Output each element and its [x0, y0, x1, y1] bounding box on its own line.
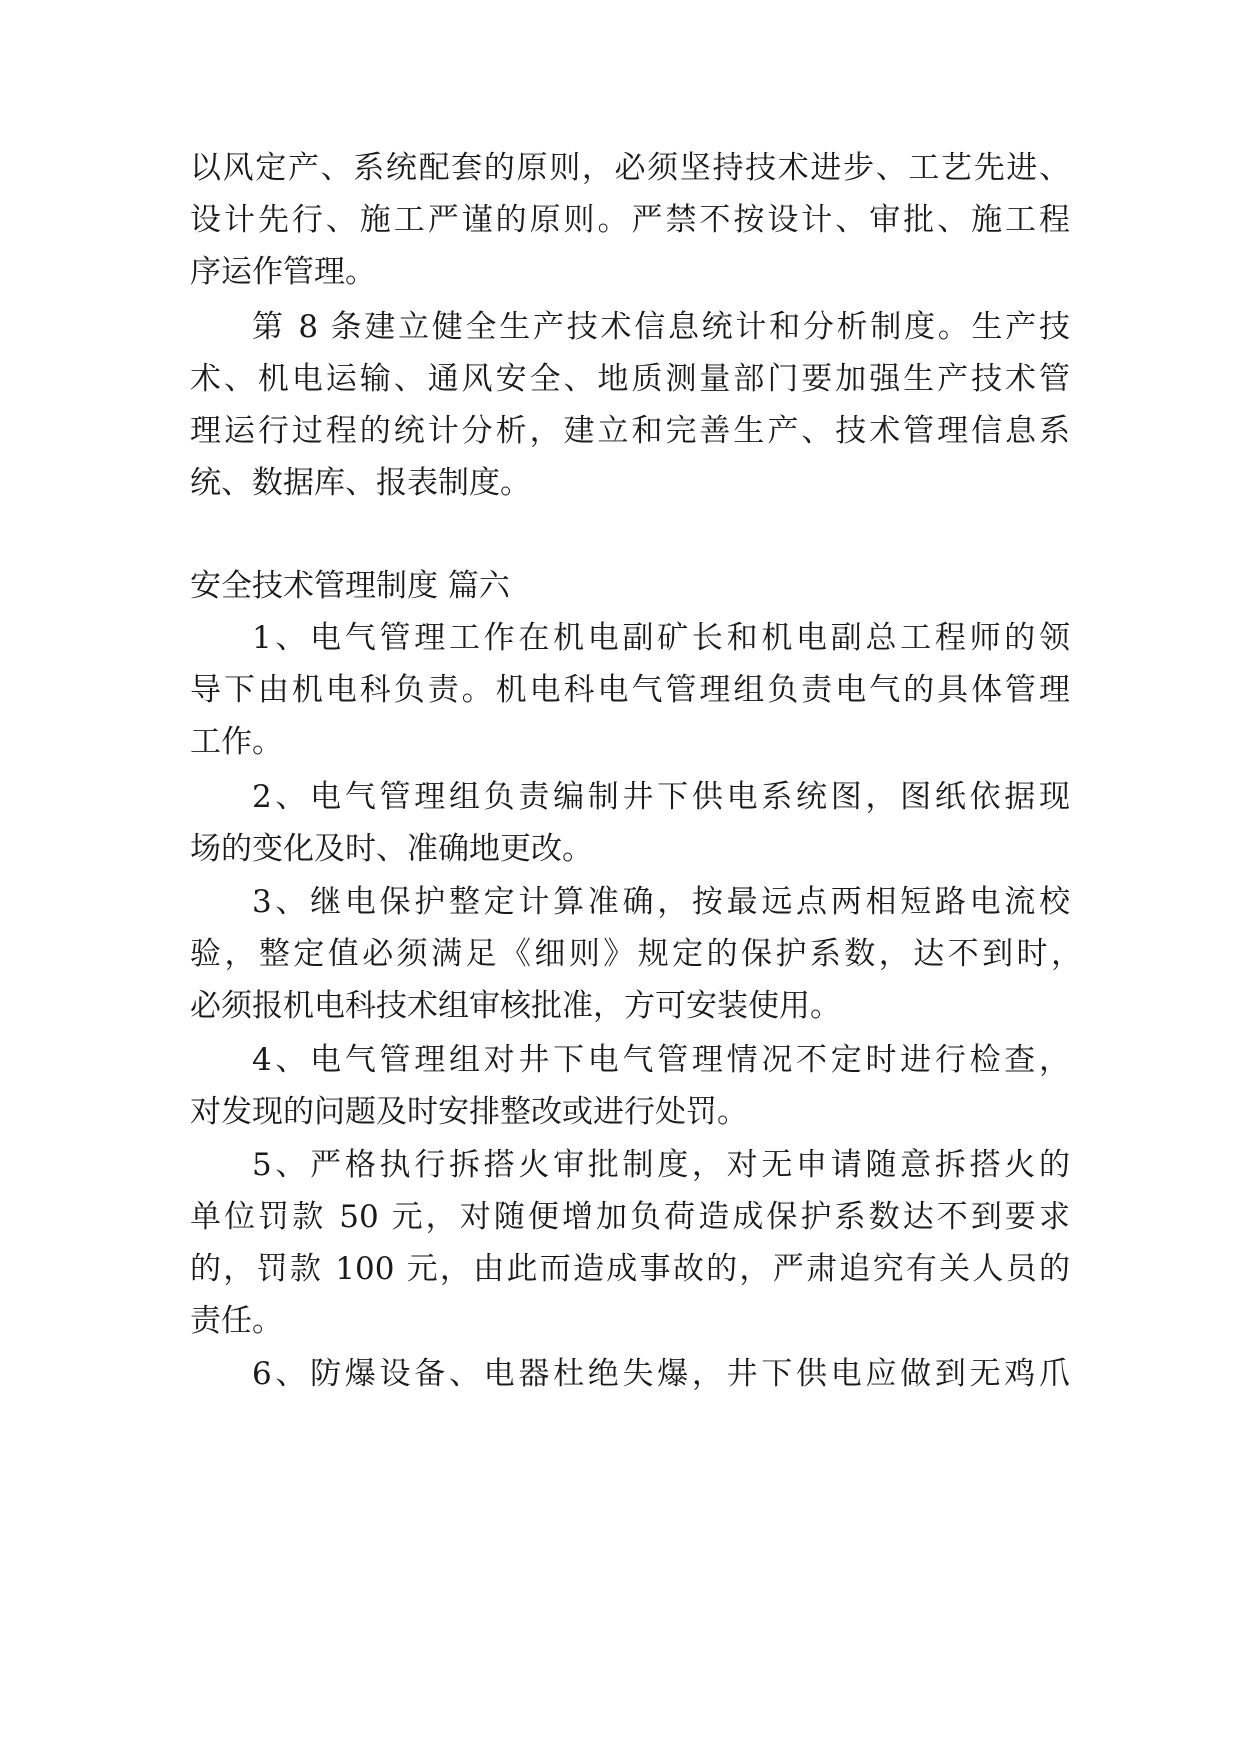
list-item-line: 责任。	[190, 1303, 283, 1339]
paragraph-line: 第 8 条建立健全生产技术信息统计和分析制度。生产技	[252, 309, 1070, 345]
list-item-line: 6、防爆设备、电器杜绝失爆，井下供电应做到无鸡爪	[252, 1356, 1070, 1392]
paragraph-line: 术、机电运输、通风安全、地质测量部门要加强生产技术管	[190, 361, 1070, 397]
list-item-line: 单位罚款 50 元，对随便增加负荷造成保护系数达不到要求	[190, 1199, 1070, 1235]
list-item-line: 2、电气管理组负责编制井下供电系统图，图纸依据现	[252, 779, 1070, 815]
paragraph-line: 理运行过程的统计分析，建立和完善生产、技术管理信息系	[190, 413, 1070, 449]
section-title: 安全技术管理制度 篇六	[190, 568, 510, 604]
list-item-line: 工作。	[190, 724, 283, 760]
list-item-line: 的，罚款 100 元，由此而造成事故的，严肃追究有关人员的	[190, 1251, 1070, 1287]
list-item-line: 4、电气管理组对井下电气管理情况不定时进行检查，	[252, 1042, 1070, 1078]
list-item-line: 3、继电保护整定计算准确，按最远点两相短路电流校	[252, 884, 1070, 920]
list-item-line: 必须报机电科技术组审核批准，方可安装使用。	[190, 988, 841, 1024]
list-item-line: 场的变化及时、准确地更改。	[190, 831, 593, 867]
paragraph-line: 以风定产、系统配套的原则，必须坚持技术进步、工艺先进、	[190, 150, 1070, 186]
list-item-line: 对发现的问题及时安排整改或进行处罚。	[190, 1094, 748, 1130]
list-item-line: 1、电气管理工作在机电副矿长和机电副总工程师的领	[252, 620, 1070, 656]
list-item-line: 5、严格执行拆搭火审批制度，对无申请随意拆搭火的	[252, 1147, 1070, 1183]
list-item-line: 导下由机电科负责。机电科电气管理组负责电气的具体管理	[190, 672, 1070, 708]
paragraph-line: 统、数据库、报表制度。	[190, 465, 531, 501]
paragraph-line: 序运作管理。	[190, 254, 376, 290]
paragraph-line: 设计先行、施工严谨的原则。严禁不按设计、审批、施工程	[190, 202, 1070, 238]
list-item-line: 验，整定值必须满足《细则》规定的保护系数，达不到时，	[190, 936, 1082, 972]
